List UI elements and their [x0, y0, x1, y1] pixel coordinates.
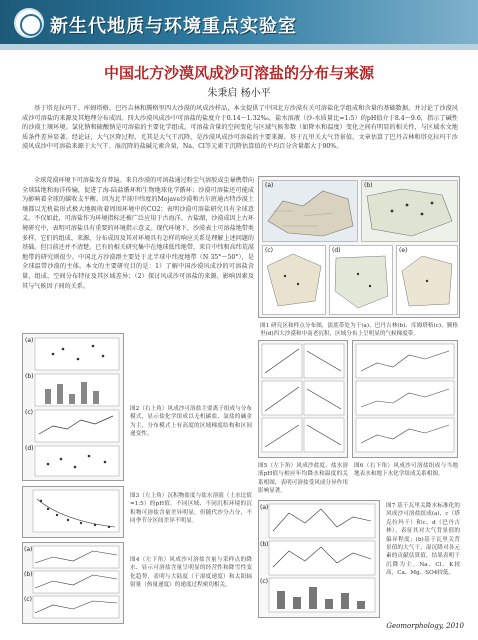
figure-4-caption: 图4（左下角）风成沙可溶盐含量与采样点的降水、显示可溶盐含量呈明显的经营性和降雪性变化趋势，表明与大陆度（干湿度递度）和太阳辐射量（热量递度）的递度过程密切相关。	[130, 557, 252, 589]
fig7-label-c: (c)	[260, 578, 268, 585]
fig1-label-d: (d)	[332, 247, 341, 254]
fig2-panel-c	[35, 410, 119, 442]
fig2-label-c: (c)	[25, 409, 33, 416]
intro-paragraph: 全球荒漠环境下可溶盐发育普遍。来自沙漠的可溶盐通过粉尘气溶胶或尘暴携带向全球陆地和海洋传输，促进了海-陆盐循环和生物地球化学循环；沙漠可溶盐还可能成为影响着全球的碳收支平衡。因为北半球中纬度的Mojave沙漠和古尔班通古特沙漠土壤都以无机盐形式极大地吸收着周围环境中的CO2；表明沙漠可溶盐研究具有全球意义。不仅如此，可溶盐作为环境指标还被广泛应用于古海洋、古盐湖、沙漠成因上古环境研究中，表明可溶盐具有重要的环境指示意义。现代环境下，沙漠表土可溶盐地带类多样，它们的组成、来源、分布成因及其对环境具有怎样的响应关系是理解上述问题的基础。但目前还并不清楚。已有的相关研究集中在地球低纬地带，来自中纬和高纬荒漠地带的研究则很少。中国北方沙漠群主要处于北半球中纬度地带（N 35°～50°），是全球温带沙漠的主体。本文的主要研究目的是：1）了解中国沙漠风成沙的可溶盐含量、组成、空间分布特征及其区域差异；（2）探讨风成沙可溶盐的来源、影响因素及其与气候因子间的关系。	[22, 177, 254, 290]
header-stripe	[0, 44, 478, 50]
fig4-label-c: (c)	[24, 596, 32, 603]
figure-5	[258, 340, 348, 458]
figure-6-caption: 图6（右下角）风成沙可溶盐组成与当地地表水和地下水化学组成关系相图。	[354, 463, 458, 478]
fig1-label-e: (e)	[399, 247, 408, 254]
fig1-panel-e	[396, 245, 458, 315]
fig1-label-b: (b)	[364, 182, 373, 189]
lab-logo-icon	[14, 8, 44, 38]
figure-2	[22, 333, 124, 481]
fig1-panel-c	[262, 245, 326, 315]
figure-3-caption: 图3（左上角）沉积物盐度与盐水溶液（土水比值=1:5）的pH值。不同区域、不同沉积环境的沉积物可溶盐含量差异明显，但随代沙分占分，不同季节分区间差异不明显。	[130, 493, 252, 525]
fig5-plots	[259, 341, 347, 457]
figure-1	[258, 176, 460, 318]
fig1-map-c	[263, 246, 325, 314]
figure-2-caption: 图2（右上角）风成沙可溶盐主要离子组成与分布模式，显示盐化学组成以无机碳盐、氯盐的碱金为主，分布模式上有高度的区域梯度结构和区间递变性。	[130, 406, 252, 438]
fig1-panel-d	[329, 245, 393, 315]
fig1-map-b	[362, 181, 457, 241]
figure-1-caption: 图1 研究区和样点分布图，淡底带处为干(a)、巴丹吉林(b)、库姆塔格(c)、腾格里(d)四大沙漠和中南老沉积，区域分布上呈明显的气候梯度带。	[260, 323, 458, 338]
paper-title: 中国北方沙漠风成沙可溶盐的分布与来源	[103, 64, 374, 82]
header-banner	[0, 0, 478, 50]
fig2-label-b: (b)	[25, 373, 34, 380]
fig2-label-a: (a)	[25, 337, 34, 344]
fig2-label-d: (d)	[25, 445, 34, 452]
fig2-panel-a	[35, 338, 119, 370]
fig7-plots	[259, 501, 379, 617]
fig1-label-a: (a)	[265, 182, 274, 189]
fig7-label-b: (b)	[260, 541, 269, 548]
fig2-panel-b	[35, 374, 119, 406]
abstract-paragraph: 基于塔克拉玛干、库姆塔格、巴丹吉林和腾格里四大沙漠的风成沙样品，本文提供了中国北方沙漠有关可溶盐化学组成和含量的基础数据，并讨论了沙漠风成沙可溶盐的来源及其地理分布成因。四大沙漠风成沙中可溶盐的盐度介于0.14～1.32‰，盐水溶液（沙-水质量比=1:5）的pH值介于8.4～9.6，指示了碱性的沙漠土壤环境。氯化钠和硫酸钠是可溶盐的主要化学组成。可溶盐含量的空间变化与区域气候参数（如降水和温度）变化之间有明显的相关性，与区域水文地质条件差异显著。经论证，大气区降过程，尤其是大气干沉降，是沙漠风成沙可溶盐的主要来源。基于瓦里关大气背景值，文章估算了巴丹吉林和塔克拉玛干沙漠风成沙中可溶盐来源于大气干、湿沉降的盐碱元素含量，Na、Cl等元素干沉降估算值的平均百分含量都大于90%。	[22, 105, 458, 151]
fig7-label-a: (a)	[260, 504, 269, 511]
fig6-plots	[353, 341, 457, 457]
fig4-label-b: (b)	[24, 571, 33, 578]
figure-5-caption: 图5（左下角）风成沙盐度、盐水溶液pH值与相应年均降水和温度的关系相图，表明可溶盐受风成分异作用影响显著。	[258, 463, 348, 495]
fig1-panel-a	[262, 180, 358, 242]
fig1-map-a	[263, 181, 357, 241]
fig1-map-e	[397, 246, 457, 314]
figure-3	[22, 486, 124, 538]
fig1-map-d	[330, 246, 392, 314]
figure-7-caption: 图7 基于瓦里关降水标准化的风成沙可溶盐组成(a)，c（塔克拉玛干）和c、d（巴丹吉林），表征其对大气背景值的偏异程度；(b)基于瓦里关背景值的大气干、湿沉降对各元素的贡献估算值，结果表明干沉降为主。Na、Cl、K较高，Ca、Mg、SO4较低。	[386, 503, 460, 577]
fig2-panel-d	[35, 446, 119, 476]
fig1-panel-b	[361, 180, 458, 242]
fig4-label-a: (a)	[24, 546, 33, 553]
figure-4	[22, 542, 124, 624]
fig2-plots	[23, 334, 123, 480]
journal-reference: Geomorphology, 2010	[386, 622, 464, 630]
figure-7	[258, 500, 380, 618]
fig3-plot	[23, 487, 123, 537]
fig1-label-c: (c)	[265, 247, 273, 254]
figure-6	[352, 340, 458, 458]
paper-authors: 朱秉启 杨小平	[207, 88, 271, 99]
lab-name: 新生代地质与环境重点实验室	[50, 16, 297, 37]
fig4-plots	[23, 543, 123, 623]
